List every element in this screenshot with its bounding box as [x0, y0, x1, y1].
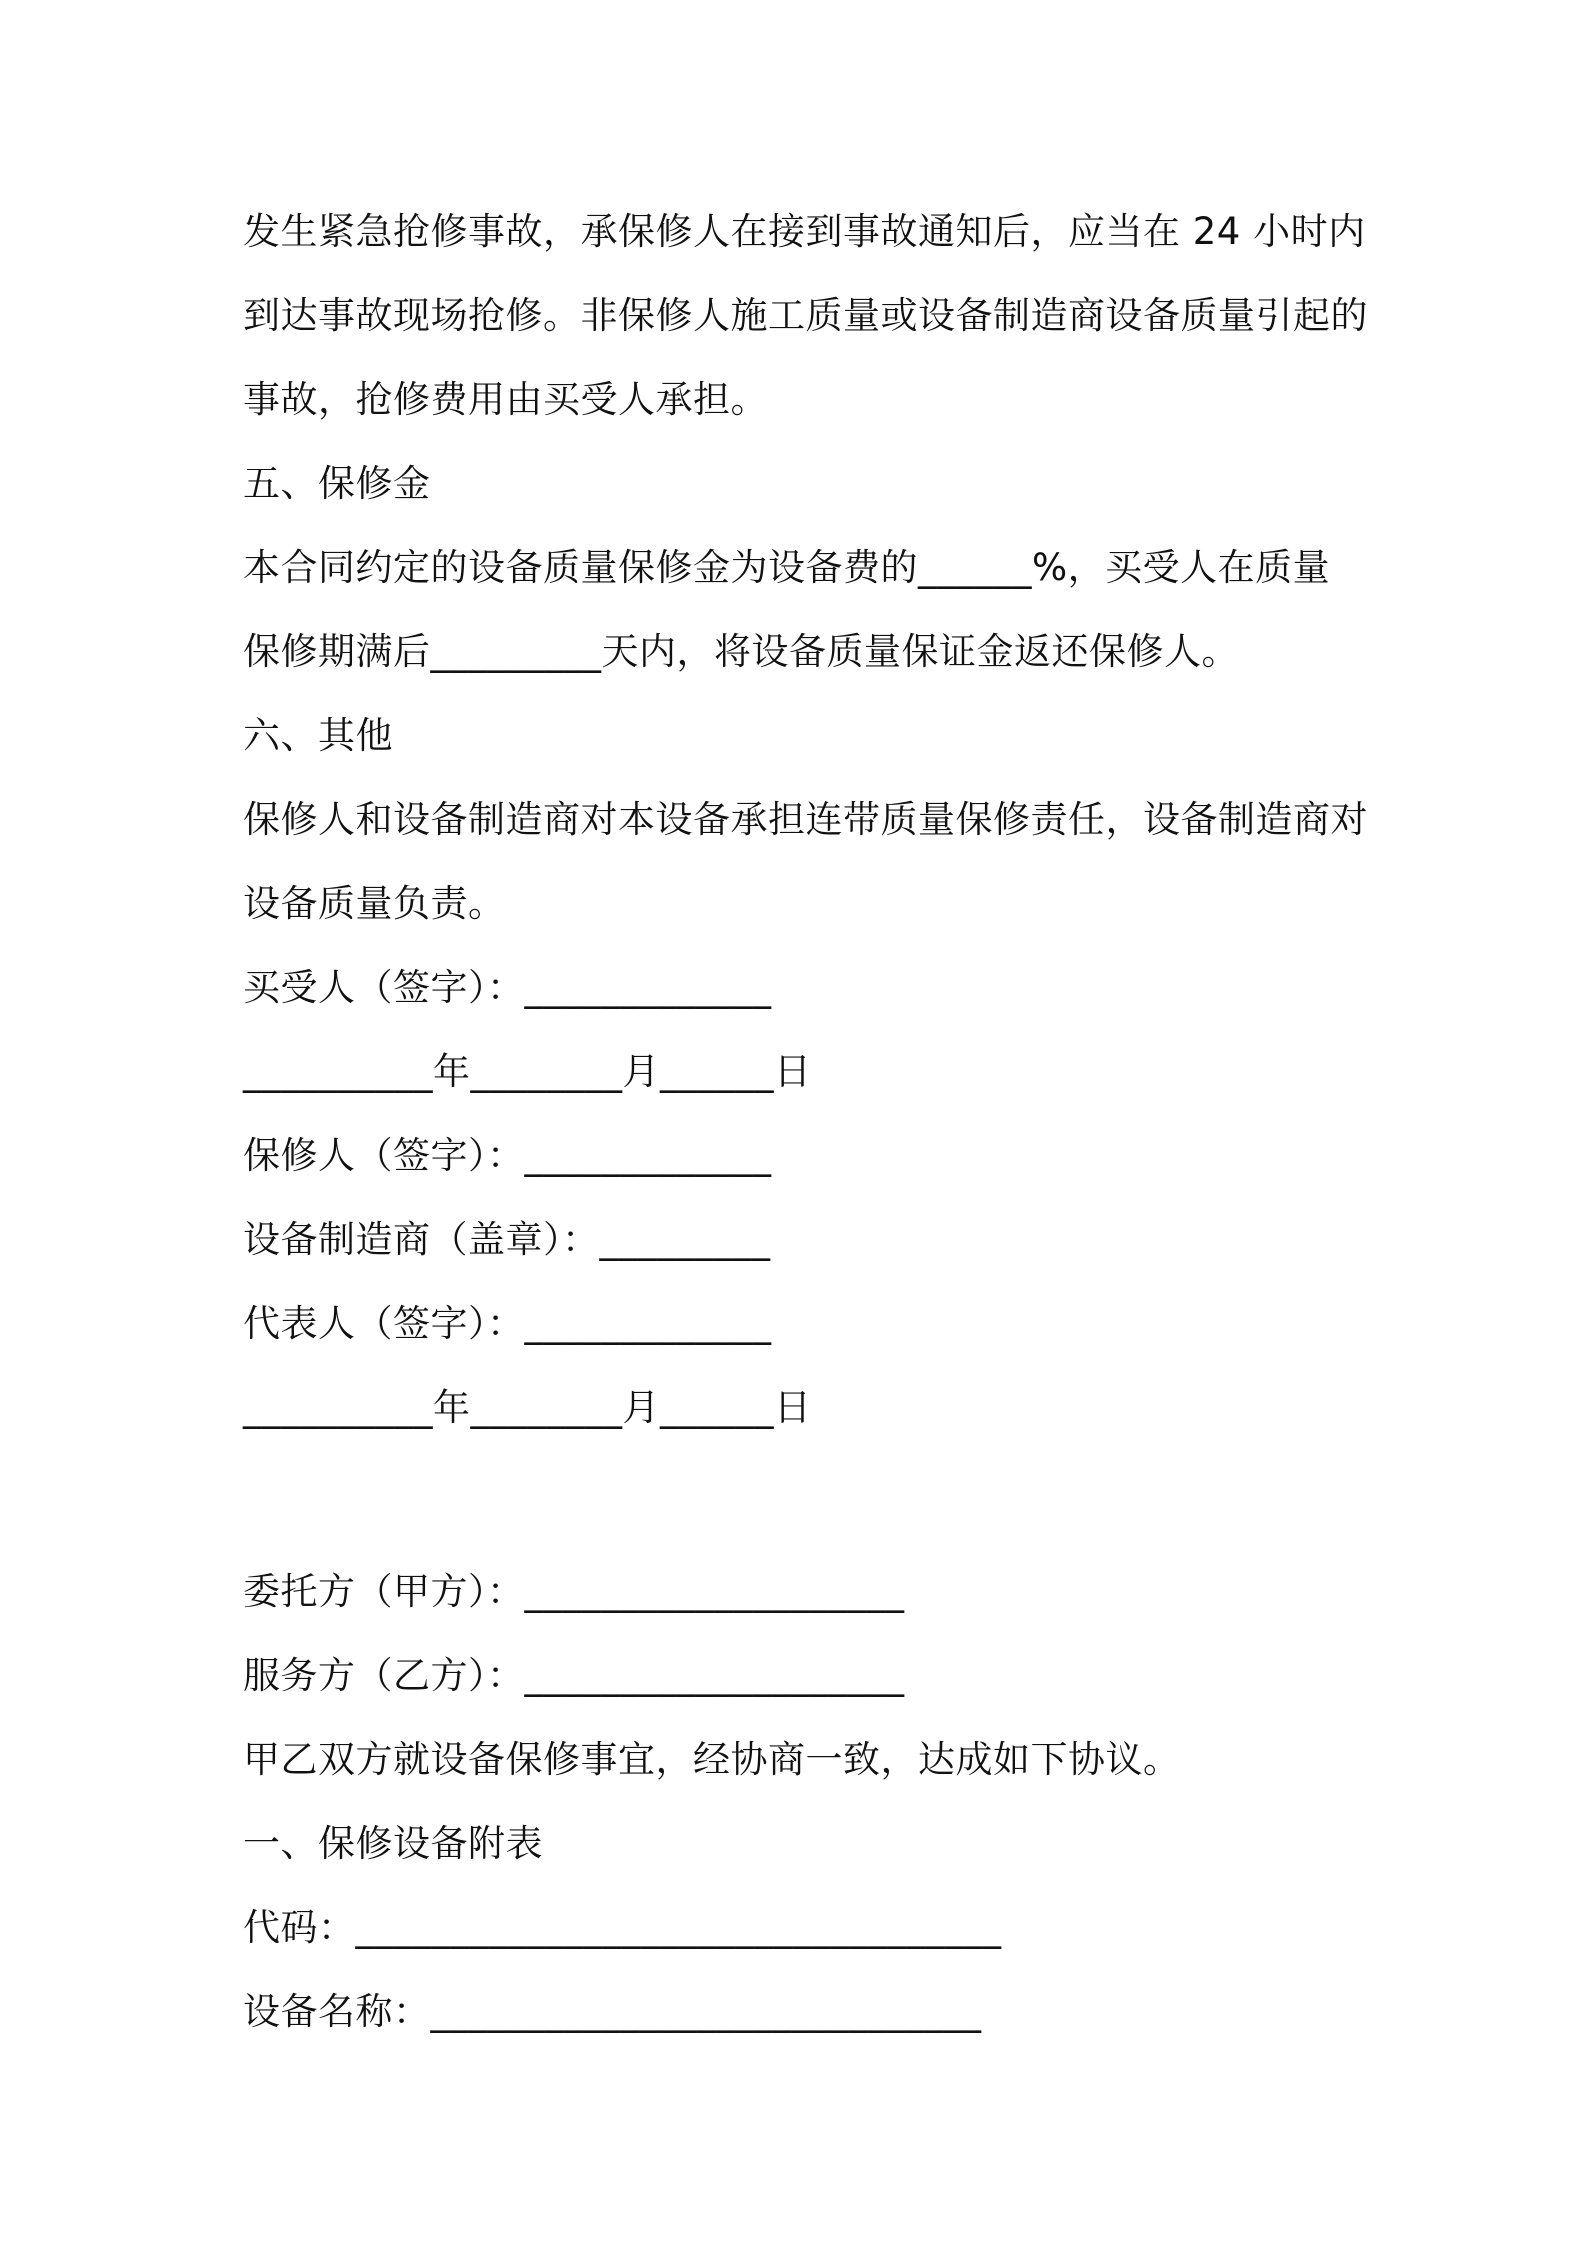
paragraph-line: 设备质量负责。: [243, 882, 506, 925]
section-heading: 一、保修设备附表: [243, 1822, 543, 1865]
section-heading: 六、其他: [243, 714, 393, 757]
party-a-line: 委托方（甲方）：____________________: [243, 1570, 905, 1613]
agreement-intro: 甲乙双方就设备保修事宜，经协商一致，达成如下协议。: [243, 1738, 1181, 1781]
representative-signature-line: 代表人（签字）：_____________: [243, 1302, 772, 1345]
paragraph-line: 事故，抢修费用由买受人承担。: [243, 378, 768, 421]
paragraph-line: 保修期满后_________天内，将设备质量保证金返还保修人。: [243, 630, 1239, 673]
warrantor-signature-line: 保修人（签字）：_____________: [243, 1134, 772, 1177]
paragraph-line: 发生紧急抢修事故，承保修人在接到事故通知后，应当在 24 小时内: [243, 210, 1366, 253]
manufacturer-seal-line: 设备制造商（盖章）：_________: [243, 1218, 771, 1261]
buyer-signature-line: 买受人（签字）：_____________: [243, 966, 772, 1009]
code-field-line: 代码：__________________________________: [243, 1906, 1002, 1949]
paragraph-line: 保修人和设备制造商对本设备承担连带质量保修责任，设备制造商对: [243, 798, 1368, 841]
date-line: __________年________月______日: [243, 1050, 812, 1093]
section-spacer: [243, 1450, 1353, 1550]
paragraph-line: 到达事故现场抢修。非保修人施工质量或设备制造商设备质量引起的: [243, 294, 1368, 337]
section-heading: 五、保修金: [243, 462, 431, 505]
equipment-name-field-line: 设备名称：_____________________________: [243, 1990, 982, 2033]
paragraph-line: 本合同约定的设备质量保修金为设备费的______%，买受人在质量: [243, 546, 1331, 589]
date-line: __________年________月______日: [243, 1386, 812, 1429]
party-b-line: 服务方（乙方）：____________________: [243, 1654, 905, 1697]
document-body: [243, 190, 1368, 2054]
